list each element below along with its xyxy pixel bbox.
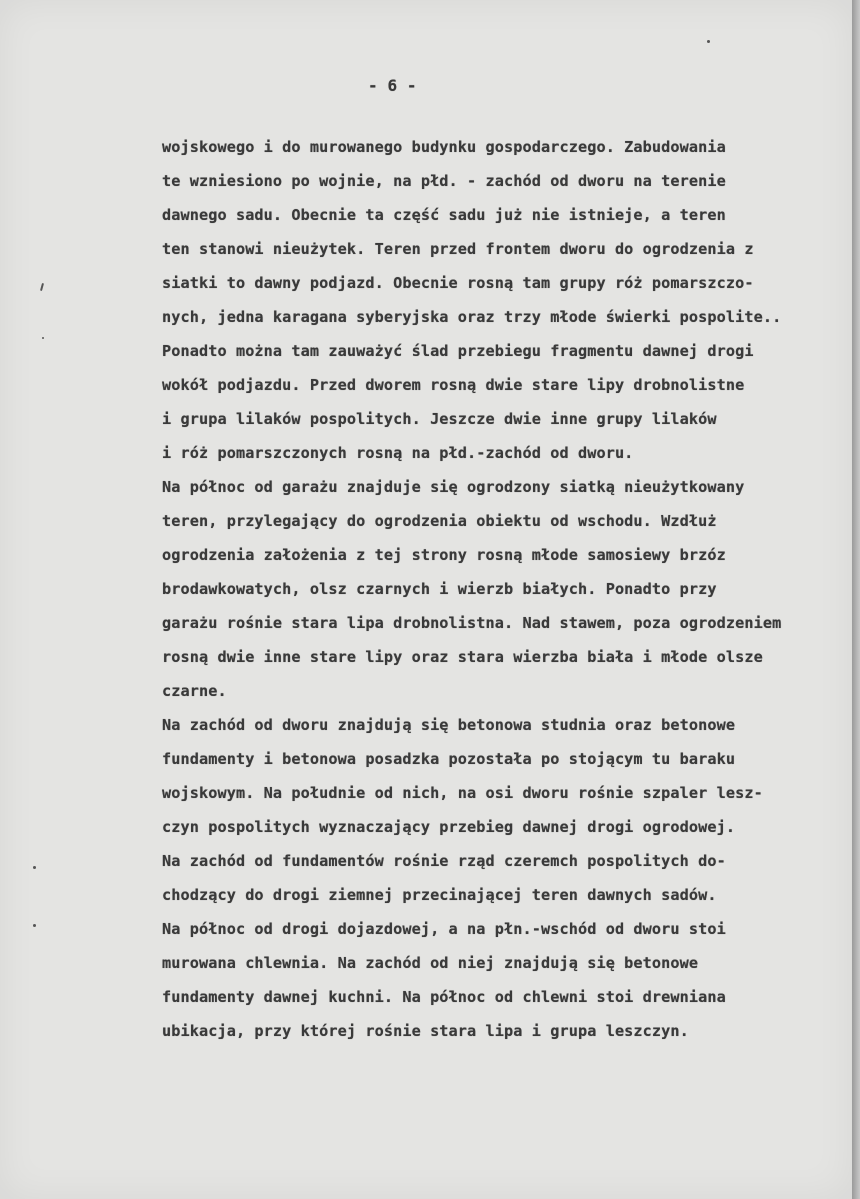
text-line: i róż pomarszczonych rosną na płd.-zachód od dworu. xyxy=(162,444,634,462)
text-line: nych, jedna karagana syberyjska oraz trzy młode świerki pospolite.. xyxy=(162,308,782,326)
text-line: siatki to dawny podjazd. Obecnie rosną tam grupy róż pomarszczo- xyxy=(162,274,754,292)
text-line: rosną dwie inne stare lipy oraz stara wierzba biała i młode olsze xyxy=(162,648,763,666)
text-line: fundamenty dawnej kuchni. Na północ od chlewni stoi drewniana xyxy=(162,988,726,1006)
text-line: wojskowego i do murowanego budynku gospodarczego. Zabudowania xyxy=(162,138,726,156)
page-edge xyxy=(852,0,860,1199)
text-line: ubikacja, przy której rośnie stara lipa i grupa leszczyn. xyxy=(162,1022,689,1040)
text-line: czyn pospolitych wyznaczający przebieg dawnej drogi ogrodowej. xyxy=(162,818,736,836)
text-line: te wzniesiono po wojnie, na płd. - zachód od dworu na terenie xyxy=(162,172,726,190)
text-line: brodawkowatych, olsz czarnych i wierzb białych. Ponadto przy xyxy=(162,580,717,598)
text-line: i grupa lilaków pospolitych. Jeszcze dwie inne grupy lilaków xyxy=(162,410,717,428)
text-line: wojskowym. Na południe od nich, na osi dworu rośnie szpaler lesz- xyxy=(162,784,763,802)
text-line: fundamenty i betonowa posadzka pozostała po stojącym tu baraku xyxy=(162,750,736,768)
paper-speck xyxy=(33,924,36,927)
text-line: garażu rośnie stara lipa drobnolistna. Nad stawem, poza ogrodzeniem xyxy=(162,614,782,632)
text-line: Ponadto można tam zauważyć ślad przebiegu fragmentu dawnej drogi xyxy=(162,342,754,360)
paper-speck xyxy=(33,866,36,869)
text-line: wokół podjazdu. Przed dworem rosną dwie stare lipy drobnolistne xyxy=(162,376,745,394)
text-line: Na północ od garażu znajduje się ogrodzony siatką nieużytkowany xyxy=(162,478,745,496)
text-line: ogrodzenia założenia z tej strony rosną młode samosiewy brzóz xyxy=(162,546,726,564)
paper-speck xyxy=(40,283,44,291)
text-line: czarne. xyxy=(162,682,227,700)
paper-speck xyxy=(42,337,44,339)
text-line: Na zachód od dworu znajdują się betonowa studnia oraz betonowe xyxy=(162,716,736,734)
text-line: chodzący do drogi ziemnej przecinającej teren dawnych sadów. xyxy=(162,886,717,904)
text-line: ten stanowi nieużytek. Teren przed frontem dworu do ogrodzenia z xyxy=(162,240,754,258)
text-line: Na zachód od fundamentów rośnie rząd czeremch pospolitych do- xyxy=(162,852,726,870)
text-line: murowana chlewnia. Na zachód od niej znajdują się betonowe xyxy=(162,954,699,972)
text-line: teren, przylegający do ogrodzenia obiektu od wschodu. Wzdłuż xyxy=(162,512,717,530)
page-number: - 6 - xyxy=(368,76,417,95)
text-line: Na północ od drogi dojazdowej, a na płn.-wschód od dworu stoi xyxy=(162,920,726,938)
paper-speck xyxy=(707,40,710,43)
text-line: dawnego sadu. Obecnie ta część sadu już nie istnieje, a teren xyxy=(162,206,726,224)
